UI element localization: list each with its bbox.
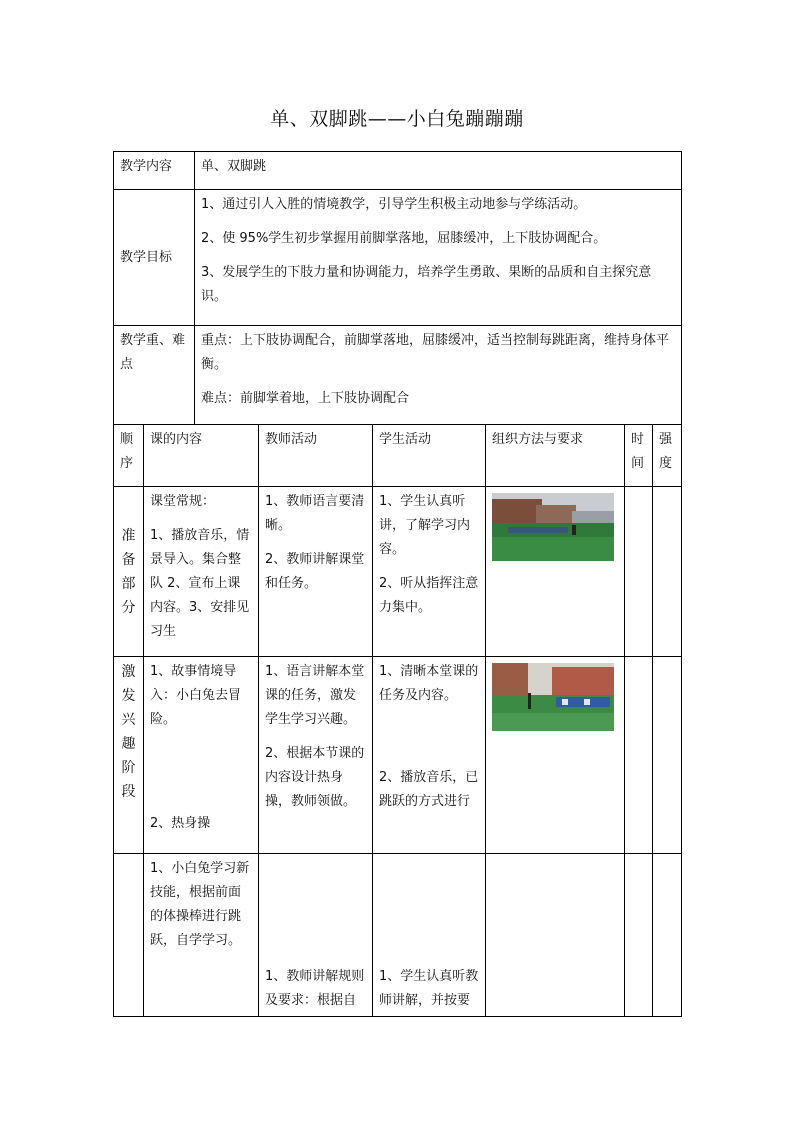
method-cell [486, 487, 625, 657]
content-cell: 1、故事情境导入：小白兔去冒险。 2、热身操 [144, 657, 259, 854]
goal-item: 3、发展学生的下肢力量和协调能力，培养学生勇敢、果断的品质和自主探究意识。 [201, 265, 652, 304]
header-order: 顺序 [114, 425, 144, 487]
phase-label: 准 备 部 分 [114, 487, 144, 657]
method-cell [486, 657, 625, 854]
student-cell: 1、学生认真听讲，了解学习内容。 2、听从指挥注意力集中。 [373, 487, 486, 657]
lesson-sections-table [113, 424, 682, 1017]
table-row [114, 487, 682, 657]
goal-item: 2、使 95%学生初步掌握用前脚掌落地，屈膝缓冲，上下肢协调配合。 [201, 231, 607, 246]
goals-label: 教学目标 [114, 190, 195, 326]
goals-cell [195, 190, 682, 326]
content-cell: 课堂常规： 1、播放音乐，情景导入。集合整队 2、宣布上课内容。3、安排见习生 [144, 487, 259, 657]
page-title: 单、双脚跳——小白兔蹦蹦蹦 [270, 108, 524, 130]
teacher-cell: 1、教师讲解规则及要求：根据自 [259, 854, 373, 1017]
content-label: 教学内容 [114, 152, 195, 190]
table-row [114, 657, 682, 854]
phase-label: 激 发 兴 趣 阶 段 [114, 657, 144, 854]
content-value: 单、双脚跳 [195, 152, 682, 190]
header-method: 组织方法与要求 [486, 425, 625, 487]
field-photo-2 [492, 663, 614, 731]
header-time: 时间 [625, 425, 653, 487]
lesson-info-table [113, 151, 682, 425]
header-teacher: 教师活动 [259, 425, 373, 487]
header-student: 学生活动 [373, 425, 486, 487]
teacher-cell: 1、教师语言要清晰。 2、教师讲解课堂和任务。 [259, 487, 373, 657]
phase-label [114, 854, 144, 1017]
table-row [114, 854, 682, 1017]
goal-item: 1、通过引人入胜的情境教学，引导学生积极主动地参与学练活动。 [201, 197, 587, 212]
keypoints-cell [195, 326, 682, 425]
student-cell: 1、清晰本堂课的任务及内容。 2、播放音乐，已跳跃的方式进行 [373, 657, 486, 854]
student-cell: 1、学生认真听教师讲解，并按要 [373, 854, 486, 1017]
field-photo-1 [492, 493, 614, 561]
header-intensity: 强度 [653, 425, 682, 487]
difficulty: 难点：前脚掌着地，上下肢协调配合 [201, 391, 410, 406]
key-point: 重点：上下肢协调配合，前脚掌落地，屈膝缓冲，适当控制每跳距离，维持身体平衡。 [201, 333, 670, 372]
keypoints-label: 教学重、难点 [114, 326, 195, 425]
header-content: 课的内容 [144, 425, 259, 487]
content-cell: 1、小白兔学习新技能，根据前面的体操棒进行跳跃，自学学习。 [144, 854, 259, 1017]
teacher-cell: 1、语言讲解本堂课的任务，激发学生学习兴趣。 2、根据本节课的内容设计热身操，教师领做。 [259, 657, 373, 854]
